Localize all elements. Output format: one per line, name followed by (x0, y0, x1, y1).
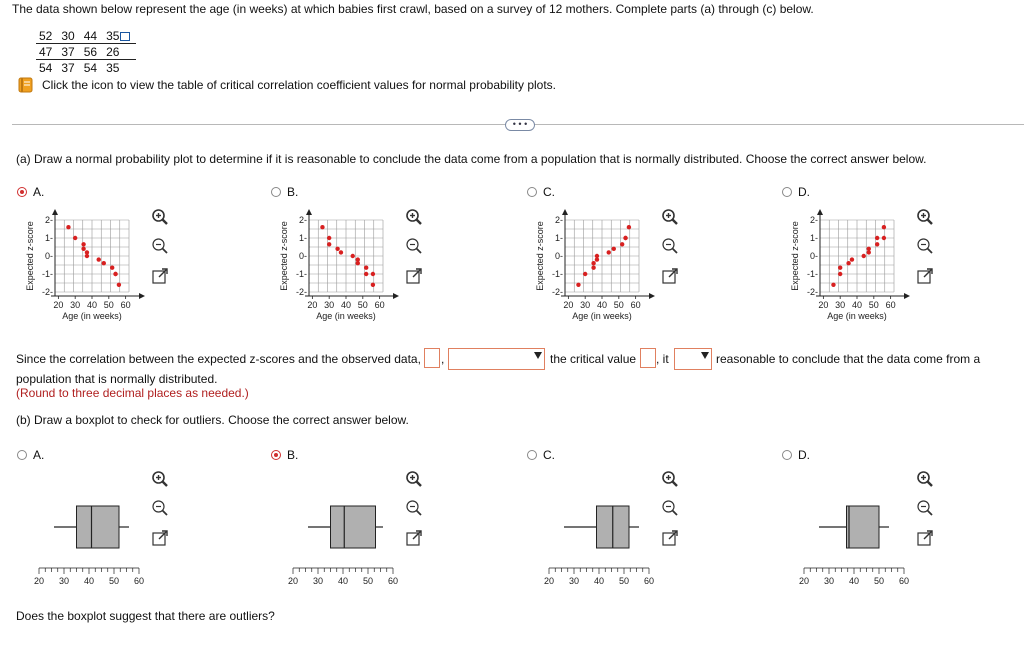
y-tick-label: -2- (807, 287, 818, 297)
popout-icon[interactable] (661, 267, 679, 285)
x-tick-label: 50 (108, 576, 120, 586)
data-point (81, 247, 85, 251)
y-axis-label: Expected z-score (279, 221, 289, 291)
data-point (623, 236, 627, 240)
x-tick-label: 60 (885, 300, 896, 310)
popout-icon[interactable] (405, 267, 423, 285)
popout-icon[interactable] (661, 529, 679, 547)
x-tick-label: 30 (70, 300, 81, 310)
y-tick-label: -2- (552, 287, 563, 297)
copy-data-icon[interactable] (120, 32, 130, 41)
x-tick-label: 60 (120, 300, 131, 310)
x-tick-label: 40 (596, 300, 608, 310)
comma: , (441, 352, 445, 366)
data-point (110, 266, 114, 270)
popout-icon[interactable] (916, 529, 934, 547)
data-point (620, 242, 624, 246)
x-axis-label: Age (in weeks) (827, 311, 887, 321)
x-axis-arrow (393, 293, 399, 299)
y-tick-label: -1- (552, 269, 563, 279)
sentence-critical-value: the critical value (550, 352, 637, 366)
zoom-out-icon[interactable] (151, 499, 169, 517)
option-b-radio-c[interactable] (527, 450, 537, 460)
x-tick-label: 50 (873, 576, 885, 586)
data-point (371, 272, 375, 276)
x-tick-label: 30 (568, 576, 580, 586)
x-tick-label: 20 (53, 300, 64, 310)
x-tick-label: 20 (543, 576, 555, 586)
zoom-out-icon[interactable] (661, 237, 679, 255)
x-tick-label: 40 (340, 300, 352, 310)
zoom-out-icon[interactable] (916, 237, 934, 255)
x-tick-label: 50 (362, 576, 374, 586)
x-tick-label: 30 (312, 576, 324, 586)
x-tick-label: 30 (324, 300, 335, 310)
part-a-question: (a) Draw a normal probability plot to determine if it is reasonable to conclude the data come from a population that is normally distributed. Choose the correct answer below. (16, 152, 927, 166)
zoom-in-icon[interactable] (405, 470, 423, 488)
x-axis-arrow (139, 293, 145, 299)
data-point (595, 254, 599, 258)
data-cell: 56 (81, 44, 103, 60)
data-point (838, 272, 842, 276)
data-point (364, 272, 368, 276)
y-tick-label: 2- (44, 215, 53, 225)
data-cell: 26 (103, 44, 136, 60)
correlation-input[interactable] (424, 348, 440, 368)
zoom-out-icon[interactable] (405, 499, 423, 517)
zoom-in-icon[interactable] (916, 470, 934, 488)
x-tick-label: 30 (823, 576, 835, 586)
data-point (583, 272, 587, 276)
zoom-in-icon[interactable] (661, 208, 679, 226)
data-point (875, 242, 879, 246)
data-point (97, 257, 101, 261)
zoom-in-icon[interactable] (405, 208, 423, 226)
y-axis-label: Expected z-score (25, 221, 35, 291)
option-label: A. (33, 448, 45, 462)
x-tick-label: 40 (593, 576, 605, 586)
x-tick-label: 60 (630, 300, 641, 310)
data-cell: 37 (58, 44, 80, 60)
round-note: (Round to three decimal places as needed.) (16, 386, 249, 400)
y-axis-label: Expected z-score (535, 221, 545, 291)
data-point (591, 266, 595, 270)
option-a-radio-a[interactable] (17, 187, 27, 197)
zoom-out-icon[interactable] (151, 237, 169, 255)
option-label: A. (33, 185, 45, 199)
data-point (364, 266, 368, 270)
option-a-radio-b[interactable] (271, 187, 281, 197)
sentence-it: , it (656, 352, 669, 366)
data-point (846, 261, 850, 265)
data-point (831, 283, 835, 287)
y-tick-label: -2- (296, 287, 307, 297)
x-tick-label: 20 (818, 300, 829, 310)
data-point (882, 225, 886, 229)
data-table (36, 28, 136, 75)
x-tick-label: 40 (86, 300, 98, 310)
x-axis-label: Age (in weeks) (62, 311, 122, 321)
x-tick-label: 50 (613, 300, 624, 310)
data-point (351, 254, 355, 258)
chevron-down-icon (534, 352, 542, 359)
x-tick-label: 40 (851, 300, 863, 310)
sentence-population: population that is normally distributed. (16, 372, 218, 386)
y-tick-label: 1- (809, 233, 818, 243)
x-tick-label: 50 (103, 300, 114, 310)
y-tick-label: 2- (809, 215, 818, 225)
data-cell: 47 (36, 44, 58, 60)
box (331, 506, 376, 548)
x-tick-label: 20 (798, 576, 810, 586)
y-tick-label: 0- (44, 251, 53, 261)
data-point (327, 236, 331, 240)
x-tick-label: 60 (374, 300, 385, 310)
y-tick-label: -1- (296, 269, 307, 279)
data-point (113, 272, 117, 276)
zoom-out-icon[interactable] (661, 499, 679, 517)
data-point (320, 225, 324, 229)
x-tick-label: 60 (387, 576, 399, 586)
critical-values-link-text: Click the icon to view the table of critical correlation coefficient values for normal probability plots. (42, 78, 557, 92)
data-point (850, 257, 854, 261)
x-axis-label: Age (in weeks) (572, 311, 632, 321)
y-tick-label: 1- (554, 233, 563, 243)
part-b-question: (b) Draw a boxplot to check for outliers. Choose the correct answer below. (16, 413, 409, 427)
y-tick-label: 1- (298, 233, 307, 243)
data-point (882, 236, 886, 240)
data-point (627, 225, 631, 229)
x-tick-label: 20 (287, 576, 299, 586)
y-axis-label: Expected z-score (790, 221, 800, 291)
popout-icon[interactable] (405, 529, 423, 547)
y-tick-label: 0- (298, 251, 307, 261)
x-tick-label: 60 (133, 576, 145, 586)
x-tick-label: 30 (580, 300, 591, 310)
normal-plot-c (532, 204, 682, 324)
data-point (612, 247, 616, 251)
zoom-in-icon[interactable] (916, 208, 934, 226)
option-a-radio-d[interactable] (782, 187, 792, 197)
x-tick-label: 60 (898, 576, 910, 586)
critical-value-input[interactable] (640, 348, 656, 368)
data-point (875, 236, 879, 240)
data-point (335, 247, 339, 251)
zoom-in-icon[interactable] (661, 470, 679, 488)
x-tick-label: 20 (563, 300, 574, 310)
popout-icon[interactable] (151, 267, 169, 285)
comparison-dropdown[interactable] (448, 348, 545, 370)
data-point (117, 283, 121, 287)
data-point (862, 254, 866, 258)
data-cell-value: 35 (106, 28, 120, 43)
option-label: D. (798, 448, 810, 462)
normal-plot-d (787, 204, 937, 324)
data-point (85, 254, 89, 258)
x-tick-label: 50 (618, 576, 630, 586)
x-axis-arrow (904, 293, 910, 299)
x-axis-arrow (649, 293, 655, 299)
option-b-radio-d[interactable] (782, 450, 792, 460)
data-cell: 54 (83, 60, 98, 75)
part-b-followup: Does the boxplot suggest that there are outliers? (16, 609, 275, 623)
x-tick-label: 20 (307, 300, 318, 310)
boxplot-b (270, 470, 420, 590)
y-tick-label: -1- (42, 269, 53, 279)
more-button[interactable]: • • • (505, 119, 535, 131)
option-label: B. (287, 185, 299, 199)
option-label: B. (287, 448, 299, 462)
x-tick-label: 50 (357, 300, 368, 310)
data-cell: 54 (39, 60, 53, 75)
data-cell (103, 28, 136, 44)
data-point (607, 250, 611, 254)
data-cell: 44 (81, 28, 103, 44)
option-a-radio-c[interactable] (527, 187, 537, 197)
data-cell: 37 (61, 60, 75, 75)
x-tick-label: 40 (337, 576, 349, 586)
x-tick-label: 50 (868, 300, 879, 310)
reasonable-dropdown[interactable] (674, 348, 712, 370)
zoom-out-icon[interactable] (916, 499, 934, 517)
x-tick-label: 20 (33, 576, 45, 586)
data-point (371, 283, 375, 287)
option-label: C. (543, 185, 555, 199)
data-point (327, 242, 331, 246)
data-point (339, 250, 343, 254)
boxplot-a (16, 470, 166, 590)
x-tick-label: 30 (835, 300, 846, 310)
data-point (102, 261, 106, 265)
y-tick-label: 1- (44, 233, 53, 243)
book-icon[interactable] (18, 77, 34, 93)
boxplot-c (526, 470, 676, 590)
popout-icon[interactable] (151, 529, 169, 547)
option-b-radio-a[interactable] (17, 450, 27, 460)
data-cell: 35 (106, 60, 120, 75)
x-axis-label: Age (in weeks) (316, 311, 376, 321)
box (847, 506, 880, 548)
zoom-in-icon[interactable] (151, 470, 169, 488)
option-b-radio-b[interactable] (271, 450, 281, 460)
data-cell: 30 (58, 28, 80, 44)
y-tick-label: 2- (554, 215, 563, 225)
x-tick-label: 40 (83, 576, 95, 586)
boxplot-d (781, 470, 931, 590)
sentence-correlation: Since the correlation between the expected z-scores and the observed data, (16, 352, 421, 366)
x-tick-label: 40 (848, 576, 860, 586)
data-point (591, 261, 595, 265)
y-tick-label: 0- (809, 251, 818, 261)
zoom-in-icon[interactable] (151, 208, 169, 226)
problem-statement: The data shown below represent the age (in weeks) at which babies first crawl, based on a survey of 12 mothers. Complete parts (a) through (c) below. (12, 2, 814, 16)
box (77, 506, 120, 548)
x-tick-label: 60 (643, 576, 655, 586)
option-label: C. (543, 448, 555, 462)
normal-plot-a (22, 204, 172, 324)
y-tick-label: -1- (807, 269, 818, 279)
data-point (576, 283, 580, 287)
normal-plot-b (276, 204, 426, 324)
zoom-out-icon[interactable] (405, 237, 423, 255)
data-cell: 52 (36, 28, 58, 44)
data-point (66, 225, 70, 229)
sentence-reasonable: reasonable to conclude that the data come from a (716, 352, 981, 366)
data-point (838, 266, 842, 270)
data-point (867, 247, 871, 251)
y-tick-label: 2- (298, 215, 307, 225)
y-tick-label: 0- (554, 251, 563, 261)
data-point (356, 261, 360, 265)
option-label: D. (798, 185, 810, 199)
chevron-down-icon (701, 352, 709, 359)
data-point (73, 236, 77, 240)
y-tick-label: -2- (42, 287, 53, 297)
x-tick-label: 30 (58, 576, 70, 586)
data-point (81, 242, 85, 246)
popout-icon[interactable] (916, 267, 934, 285)
